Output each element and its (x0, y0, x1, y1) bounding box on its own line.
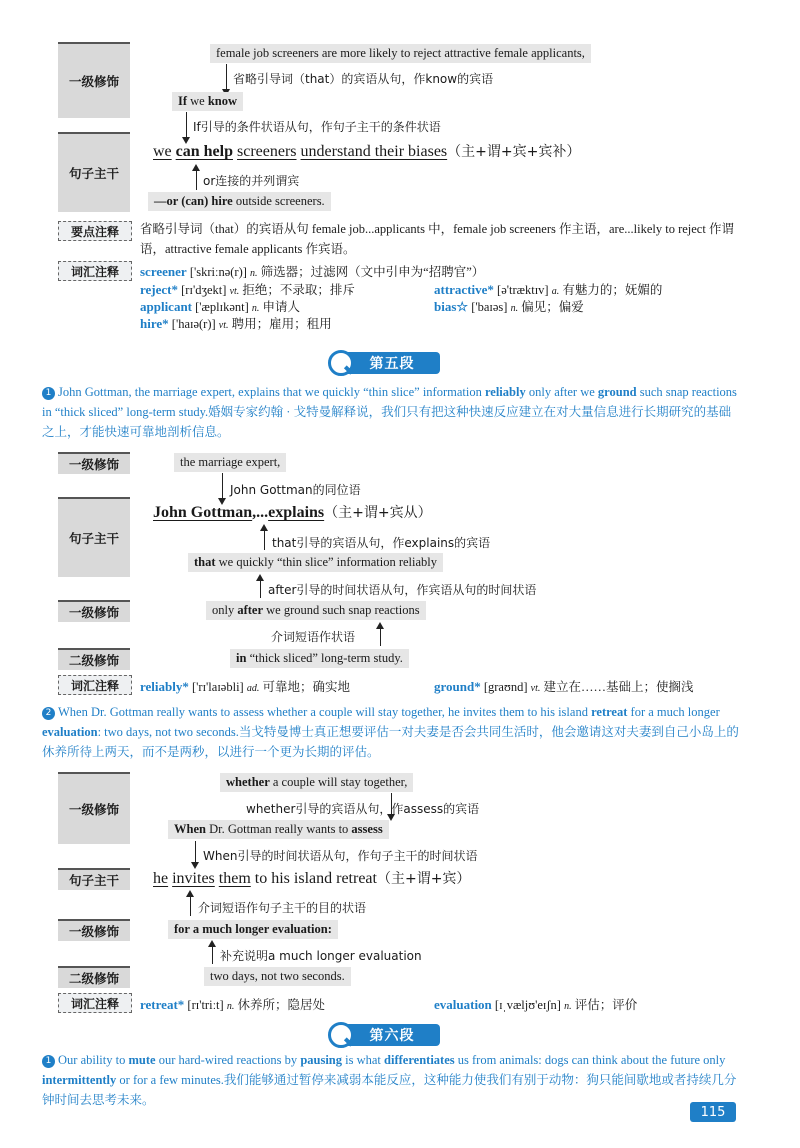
vocab-entry: evaluation [ɪˌvæljʊ'eɪʃn] n. 评估；评价 (434, 997, 638, 1012)
arrow-up (196, 170, 197, 190)
arrow-down (226, 64, 227, 90)
label-second-modifier: 二级修饰 (58, 648, 130, 670)
paragraph-sentence: 1 John Gottman, the marriage expert, explains that we quickly “thin slice” information reliably only after we ground such snap reactions in “thick sliced” long-term study.婚姻专家约翰 · 戈特曼解释说，我们只有把这种快速反应建立在对大量信息进行长期研究的基础之上，才能快速可靠地剖析信息。 (42, 385, 737, 439)
grammar-note: 介词短语作句子主干的目的状语 (198, 901, 367, 915)
clause-the-marriage-expert: the marriage expert, (174, 453, 286, 472)
label-sentence-trunk: 句子主干 (58, 497, 130, 577)
page-number: 115 (690, 1102, 736, 1122)
arrow-down (222, 473, 223, 499)
key-notes-text: 省略引导词（that）的宾语从句 female job...applicants 中，female job screeners 作主语，are...likely to reject 作谓语，attractive female applicants 作宾语。 (140, 222, 734, 256)
section-title-5 (326, 350, 442, 376)
vocab-entry: bias☆ ['baɪəs] n. 偏见；偏爱 (434, 299, 584, 314)
section-title-text: 第五段 (344, 352, 440, 374)
main-clause: we can help screeners understand their biases（主+谓+宾+宾补） (153, 143, 581, 160)
grammar-note: 补充说明a much longer evaluation (220, 949, 422, 963)
arrow-down (195, 841, 196, 863)
arrow-up (260, 580, 261, 598)
paragraph-sentence: 1 Our ability to mute our hard-wired reactions by pausing is what differentiates us from animals: dogs can think about the future only intermittently or for a few minutes.我们能够通过暂停来减弱本能反应，这种能力使我们有别于动物：狗只能间歇地或者持续几分钟时间去思考未来。 (42, 1053, 737, 1107)
clause-two-days: two days, not two seconds. (204, 967, 351, 986)
section-title-text: 第六段 (344, 1024, 440, 1046)
vocab-entry: hire* ['haɪə(r)] vt. 聘用；雇用；租用 (140, 316, 332, 331)
grammar-note: John Gottman的同位语 (230, 483, 361, 497)
section-title-6 (326, 1022, 442, 1048)
arrow-up (380, 628, 381, 646)
vocab-entry: reliably* ['rɪ'laɪəbli] ad. 可靠地；确实地 (140, 679, 350, 694)
arrow-up (190, 896, 191, 916)
vocab-entry: ground* [graʊnd] vt. 建立在……基础上；使搁浅 (434, 679, 694, 694)
paragraph-sentence: 2 When Dr. Gottman really wants to assess whether a couple will stay together, he invites them to his island retreat for a much longer evaluation: two days, not two seconds.当戈特曼博士真正想要评估一对夫妻是否会共同生活时，他会邀请这对夫妻到自己小岛上的休养所待上两天，而不是两秒，以进行一个更为长期的评估。 (42, 705, 739, 759)
vocab-entry: retreat* [rɪ'triːt] n. 休养所；隐居处 (140, 997, 325, 1012)
label-first-modifier: 一级修饰 (58, 919, 130, 941)
label-second-modifier: 二级修饰 (58, 966, 130, 988)
clause-that: that we quickly “thin slice” information reliably (188, 553, 443, 572)
label-sentence-trunk: 句子主干 (58, 868, 130, 890)
clause-or-can-hire: —or (can) hire outside screeners. (148, 192, 331, 211)
clause-female-job-screeners: female job screeners are more likely to reject attractive female applicants, (210, 44, 591, 63)
label-vocab-notes: 词汇注释 (58, 675, 132, 695)
vocab-entry: applicant ['æplɪkənt] n. 申请人 (140, 299, 301, 314)
grammar-note: or连接的并列谓宾 (203, 174, 300, 188)
clause-if-we-know: If we know (172, 92, 243, 111)
label-first-modifier: 一级修饰 (58, 42, 130, 118)
label-first-modifier: 一级修饰 (58, 772, 130, 844)
clause-whether: whether a couple will stay together, (220, 773, 413, 792)
clause-only-after: only after we ground such snap reactions (206, 601, 426, 620)
grammar-note: If引导的条件状语从句，作句子主干的条件状语 (193, 120, 441, 134)
arrow-up (212, 946, 213, 964)
arrow-up (264, 530, 265, 550)
grammar-note: that引导的宾语从句，作explains的宾语 (272, 536, 491, 550)
label-vocab-notes: 词汇注释 (58, 261, 132, 281)
label-sentence-trunk: 句子主干 (58, 132, 130, 212)
clause-when: When Dr. Gottman really wants to assess (168, 820, 389, 839)
main-clause: he invites them to his island retreat（主+谓+宾） (153, 870, 471, 887)
label-vocab-notes: 词汇注释 (58, 993, 132, 1013)
vocab-entry: reject* [rɪ'dʒekt] vt. 拒绝；不录取；排斥 (140, 282, 355, 297)
grammar-note: whether引导的宾语从句，作assess的宾语 (246, 802, 480, 816)
vocab-entry: screener ['skriːnə(r)] n. 筛选器；过滤网（文中引申为“招聘官”） (140, 264, 485, 279)
label-first-modifier: 一级修饰 (58, 452, 130, 474)
label-key-notes: 要点注释 (58, 221, 132, 241)
grammar-note: 省略引导词（that）的宾语从句，作know的宾语 (233, 72, 494, 86)
grammar-note: 介词短语作状语 (271, 630, 356, 644)
label-first-modifier: 一级修饰 (58, 600, 130, 622)
clause-in-thick-sliced: in “thick sliced” long-term study. (230, 649, 409, 668)
vocab-entry: attractive* [ə'træktɪv] a. 有魅力的；妩媚的 (434, 282, 663, 297)
arrow-down (186, 112, 187, 138)
grammar-note: When引导的时间状语从句，作句子主干的时间状语 (203, 849, 478, 863)
main-clause: John Gottman,...explains（主+谓+宾从） (153, 504, 432, 521)
clause-for-a-much-longer: for a much longer evaluation: (168, 920, 338, 939)
grammar-note: after引导的时间状语从句，作宾语从句的时间状语 (268, 583, 537, 597)
